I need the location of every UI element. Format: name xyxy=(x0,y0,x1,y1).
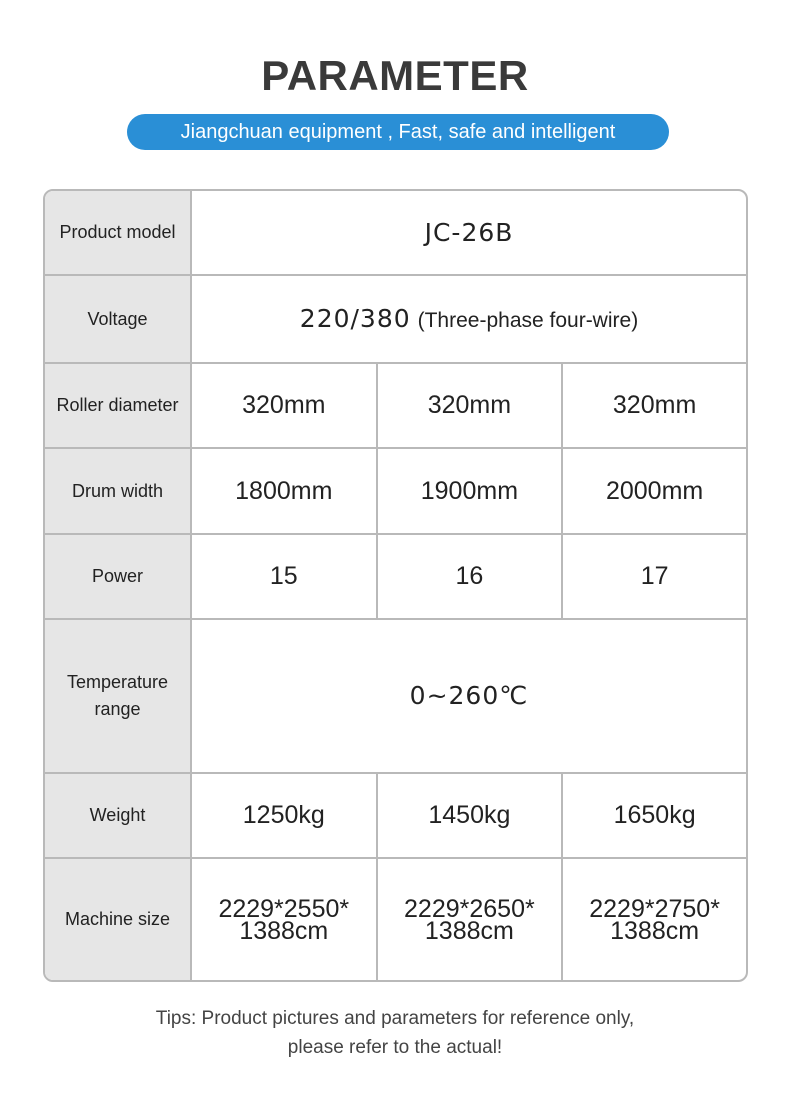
row-label-temperature-range xyxy=(45,620,192,774)
tips-line2: please refer to the actual! xyxy=(287,1037,503,1058)
page-title: PARAMETER xyxy=(261,52,529,99)
tagline-banner: Jiangchuan equipment , Fast, safe and intelligent xyxy=(127,114,669,150)
power-value: 17 xyxy=(563,535,746,620)
row-label-voltage: Voltage xyxy=(45,276,192,364)
parameter-table xyxy=(43,189,748,982)
weight-value: 1250kg xyxy=(192,774,378,859)
row-label-drum-width: Drum width xyxy=(45,449,192,534)
machine-size-line2: 1388cm xyxy=(424,916,514,945)
table-row xyxy=(45,364,746,449)
table-row xyxy=(45,449,746,534)
roller-diameter-value: 320mm xyxy=(192,364,378,449)
table-row xyxy=(45,535,746,620)
table-row xyxy=(45,859,746,980)
table-row xyxy=(45,276,746,364)
machine-size-value xyxy=(192,859,378,980)
machine-size-line2: 1388cm xyxy=(610,916,700,945)
drum-width-value: 1800mm xyxy=(192,449,378,534)
row-label-roller-diameter: Roller diameter xyxy=(45,364,192,449)
machine-size-line2: 1388cm xyxy=(239,916,329,945)
drum-width-value: 1900mm xyxy=(378,449,564,534)
temperature-label-line2: range xyxy=(94,698,141,719)
tips-line1: Tips: Product pictures and parameters for reference only, xyxy=(155,1008,635,1029)
voltage-value: 220/380 xyxy=(299,304,411,334)
machine-size-value xyxy=(563,859,746,980)
temperature-range-value: 0~260℃ xyxy=(192,620,746,774)
voltage-note: (Three-phase four-wire) xyxy=(417,309,639,333)
drum-width-value: 2000mm xyxy=(563,449,746,534)
row-label-weight: Weight xyxy=(45,774,192,859)
temperature-label-line1: Temperature xyxy=(66,671,169,692)
weight-value: 1650kg xyxy=(563,774,746,859)
power-value: 16 xyxy=(378,535,564,620)
machine-size-line1: 2229*2650* xyxy=(404,894,535,923)
tips-note xyxy=(0,1004,790,1062)
machine-size-line1: 2229*2550* xyxy=(218,894,350,923)
table-row xyxy=(45,620,746,774)
roller-diameter-value: 320mm xyxy=(378,364,564,449)
row-label-product-model: Product model xyxy=(45,191,192,276)
weight-value: 1450kg xyxy=(378,774,564,859)
power-value: 15 xyxy=(192,535,378,620)
roller-diameter-value: 320mm xyxy=(563,364,746,449)
table-row xyxy=(45,191,746,276)
machine-size-value xyxy=(378,859,564,980)
row-label-power: Power xyxy=(45,535,192,620)
product-model-value: JC-26B xyxy=(192,191,746,276)
voltage-cell xyxy=(192,276,746,364)
table-row xyxy=(45,774,746,859)
machine-size-line1: 2229*2750* xyxy=(589,894,720,923)
row-label-machine-size: Machine size xyxy=(45,859,192,980)
